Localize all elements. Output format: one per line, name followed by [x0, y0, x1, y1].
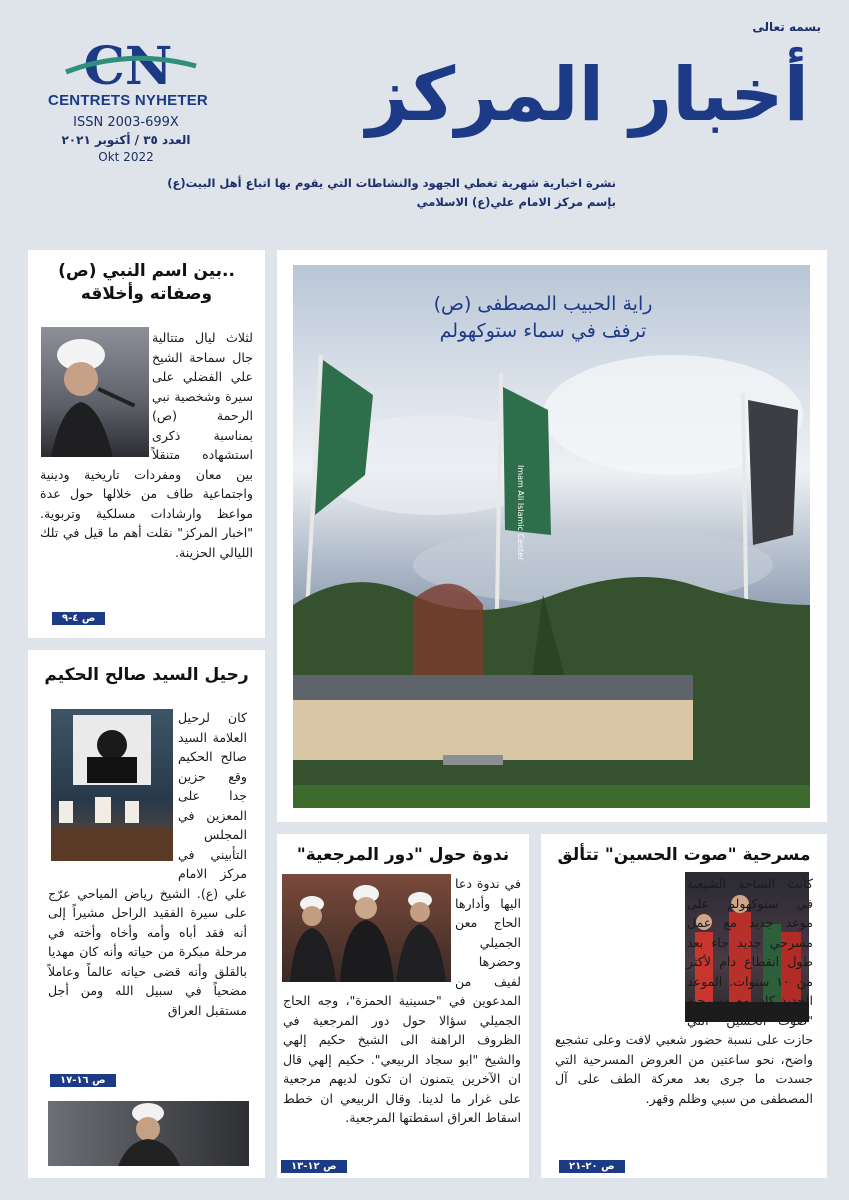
issue-number: العدد ٣٥ / أكتوبر ٢٠٢١: [61, 133, 191, 147]
marjaiya-article-title: ندوة حول "دور المرجعية": [296, 845, 510, 865]
flag-center-label: Imam Ali Islamic Center: [516, 465, 525, 561]
flags-illustration: [293, 265, 810, 808]
hakim-article-card: [28, 650, 265, 1178]
hero-title: راية الحبيب المصطفى (ص) ترفف في سماء ستوكهولم: [433, 293, 653, 342]
photo-wrap-spacer: [555, 874, 687, 1024]
cleric-speaking-photo: [48, 1101, 249, 1166]
masthead-title: أخبار المركز: [366, 52, 809, 138]
bismillah-text: بسمه تعالى: [752, 20, 821, 34]
theatre-article-page-ref[interactable]: ص ٢٠-٢١: [559, 1160, 625, 1173]
prophet-article-title: ..بين اسم النبي (ص) وصفاته وأخلاقه: [58, 261, 235, 304]
theatre-article-text: كانت الساحة الشيعية في ستوكهولم على موعد جديد مع عمل مسرحي جديد جاء بعد طول انقطاع دام لأكثر من ١٠ سنوات. الموعد الجديد كان مع مسرحية "صوت الحسين" التي حازت على نسبة حضور شعبي لافت وعلى تشجيع واضح، نحو ساعتين من العروض المسرحية التي جسدت ما جرى بعد معركة الطف على آل المصطفى من سبي وظلم وقهر.: [555, 876, 813, 1106]
marjaiya-article-page-ref[interactable]: ص ١٢-١٣: [281, 1160, 347, 1173]
photo-wrap-spacer: [283, 874, 455, 986]
marjaiya-article-card: [277, 834, 529, 1178]
marjaiya-article-text: في ندوة دعا اليها وأدارها الحاج معن الجميلي وحضرها لفيف من المدعوين في "حسينية الحمزة"، وجه الحاج الجميلي سؤالا حول دور المرجعية في الظروف الراهنة الى الشيخ حكيم إلهي والشيخ "ابو سجاد الربيعي". حكيم إلهي قال ان الآخرين يتمنون ان تكون لديهم مرجعية على غرار ما لدينا. وقال الربيعي ان خطط اسقاط العراق اسقطتها المرجعية.: [283, 876, 521, 1126]
hakim-article-title: رحيل السيد صالح الحكيم: [44, 665, 249, 685]
issue-date: Okt 2022: [98, 150, 154, 164]
issn: ISSN 2003-699X: [73, 115, 179, 130]
logo-name: CENTRETS NYHETER: [48, 92, 208, 109]
prophet-article-text: لثلاث ليال متتالية جال سماحة الشيخ علي الفضلي على سيرة وشخصية نبي الرحمة (ص) بمناسبة ذكرى استشهاده متنقلاً بين معان ومفردات تاريخية ودينية واجتماعية طاف من خلالها حول عدة مواعظ وارشادات مسلكية وتربوية. "اخبار المركز" نقلت أهم ما قيل في تلك الليالي الحزينة.: [40, 330, 253, 560]
masthead-subtitle: نشرة اخبارية شهرية تغطي الجهود والنشاطات التي يقوم بها اتباع أهل البيت(ع): [167, 176, 616, 190]
hakim-article-page-ref[interactable]: ص ١٦-١٧: [50, 1074, 116, 1087]
prophet-article-page-ref[interactable]: ص ٤-٩: [52, 612, 105, 625]
theatre-article-title: مسرحية "صوت الحسين" تتألق: [557, 845, 811, 865]
photo-wrap-spacer: [48, 708, 178, 866]
photo-wrap-spacer: [40, 328, 152, 460]
theatre-article-card: [541, 834, 827, 1178]
hero-photo: [293, 265, 810, 808]
hakim-article-text: كان لرحيل العلامة السيد صالح الحكيم وقع حزين جدا على المعزين في المجلس التأبيني في مركز الامام علي (ع). الشيخ رياض المياحي عرّج على سيرة الفقيد الراحل مشيراً إلى أنه فقد أباه وأمه وأخاه وأخته في مرحلة مبكرة من حياته وأنه كان مهديا بالقلق وأنه قضى حياته عالماً وعاملاً مضحياً في سبيل الله ومن أجل مستقبل العراق: [48, 710, 247, 1018]
masthead-center-name: بإسم مركز الامام علي(ع) الاسلامي: [416, 195, 616, 209]
logo-letters: CN: [83, 38, 173, 97]
prophet-article-card: [28, 250, 265, 638]
